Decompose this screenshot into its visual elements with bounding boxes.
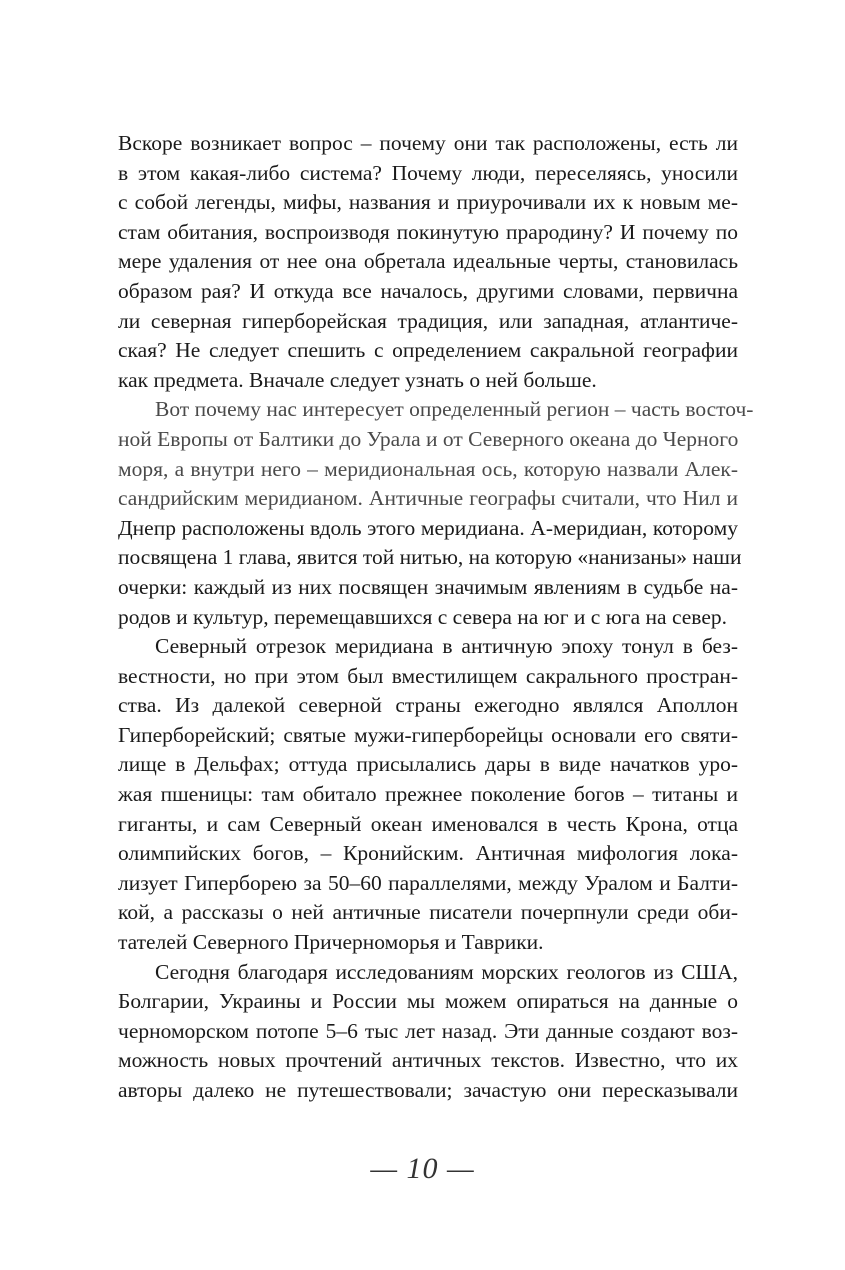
text-line: лище в Дельфах; оттуда присылались дары в виде начатков уро- (118, 752, 738, 777)
text-line: гиганты, и сам Северный океан именовался в честь Крона, отца (118, 811, 738, 836)
text-line: кой, а рассказы о ней античные писатели почерпнули среди оби- (118, 900, 738, 925)
text-line: мере удаления от нее она обретала идеальные черты, становилась (118, 249, 738, 274)
text-line: Сегодня благодаря исследованиям морских геологов из США, (155, 959, 738, 984)
text-line: олимпийских богов, – Кронийским. Античная мифология лока- (118, 841, 738, 866)
text-line: Вскоре возникает вопрос – почему они так расположены, есть ли (118, 131, 738, 155)
page-number: — 10 — (370, 1152, 475, 1185)
text-line: Болгарии, Украины и России мы можем опираться на данные о (118, 989, 738, 1014)
text-line: ли северная гиперборейская традиция, или западная, атлантиче- (118, 308, 738, 333)
text-line: вестности, но при этом был вместилищем сакрального простран- (118, 663, 738, 688)
text-line: можность новых прочтений античных текстов. Известно, что их (118, 1048, 738, 1073)
body-text (118, 129, 754, 1106)
text-line: Днепр расположены вдоль этого меридиана. А-меридиан, которому (118, 515, 738, 540)
text-line: очерки: каждый из них посвящен значимым явлениям в судьбе на- (118, 574, 738, 599)
text-line: образом рая? И откуда все началось, другими словами, первична (118, 278, 738, 303)
text-line: сандрийским меридианом. Античные географы считали, что Нил и (118, 486, 738, 511)
text-line: Гиперборейский; святые мужи-гиперборейцы основали его святи- (118, 722, 738, 747)
text-line: стам обитания, воспроизводя покинутую прародину? И почему по (118, 219, 738, 244)
text-line: Вот почему нас интересует определенный регион – часть восточ- (155, 397, 754, 422)
text-line: лизует Гиперборею за 50–60 параллелями, между Уралом и Балти- (118, 870, 738, 895)
text-line: ства. Из далекой северной страны ежегодно являлся Аполлон (118, 693, 738, 718)
text-line: авторы далеко не путешествовали; зачастую они пересказывали (118, 1078, 738, 1102)
text-line: родов и культур, перемещавшихся с севера на юг и с юга на север. (118, 604, 727, 629)
text-line: ной Европы от Балтики до Урала и от Северного океана до Черного (118, 426, 739, 451)
text-line: моря, а внутри него – меридиональная ось, которую назвали Алек- (118, 456, 738, 481)
text-line: ская? Не следует спешить с определением сакральной географии (118, 338, 738, 363)
text-line: тателей Северного Причерноморья и Таврики. (118, 930, 544, 955)
text-line: Северный отрезок меридиана в античную эпоху тонул в без- (155, 634, 738, 659)
text-line: как предмета. Вначале следует узнать о ней больше. (118, 367, 597, 392)
text-line: в этом какая-либо система? Почему люди, переселяясь, уносили (118, 160, 738, 185)
text-line: черноморском потопе 5–6 тыс лет назад. Эти данные создают воз- (118, 1018, 738, 1043)
text-line: с собой легенды, мифы, названия и приурочивали их к новым ме- (118, 190, 738, 215)
text-line: жая пшеницы: там обитало прежнее поколение богов – титаны и (118, 782, 738, 807)
text-line: посвящена 1 глава, явится той нитью, на которую «нанизаны» наши (118, 545, 742, 570)
